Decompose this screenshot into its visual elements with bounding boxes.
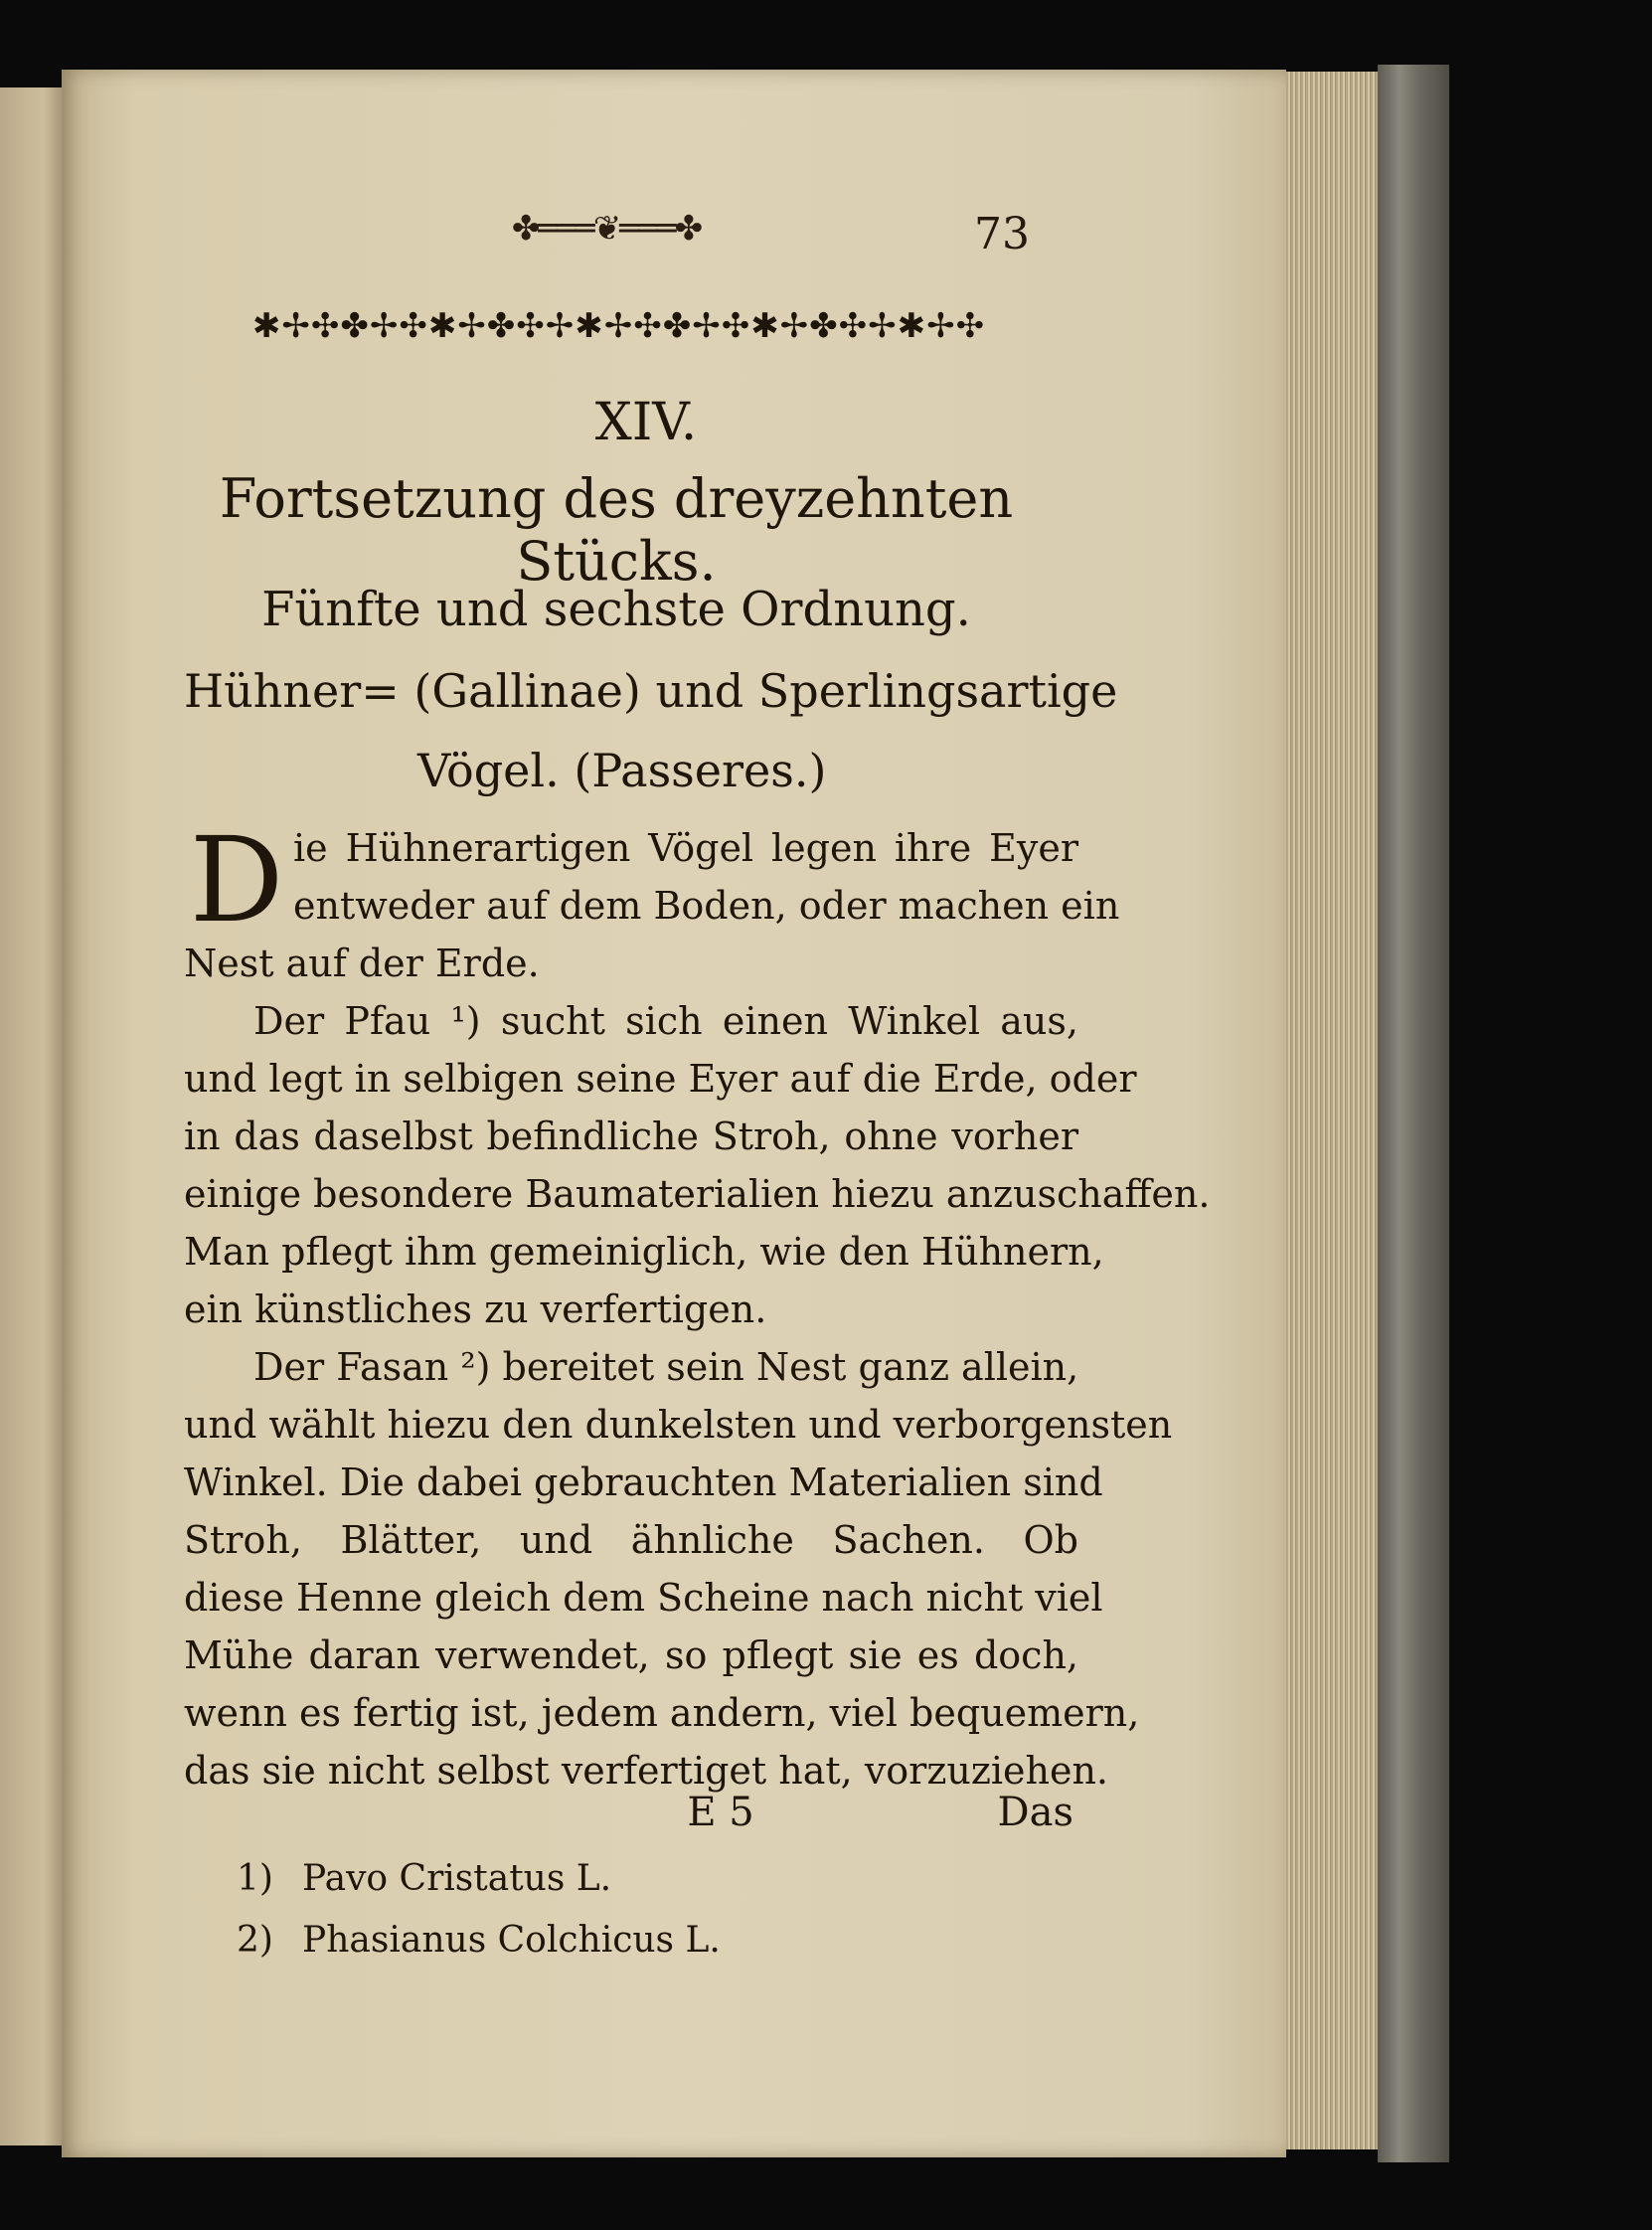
body-line: Stroh, Blätter, und ähnliche Sachen. Ob	[184, 1518, 1078, 1562]
catchword: Das	[997, 1790, 1074, 1835]
body-line: und legt in selbigen seine Eyer auf die Erde, oder	[184, 1057, 1137, 1101]
body-line: ie Hühnerartigen Vögel legen ihre Eyer	[293, 826, 1078, 870]
body-line: Man pflegt ihm gemeiniglich, wie den Hühnern,	[184, 1230, 1104, 1274]
page-block-edges	[1286, 72, 1378, 2149]
body-line: das sie nicht selbst verfertiget hat, vorzuziehen.	[184, 1749, 1108, 1793]
body-line: in das daselbst befindliche Stroh, ohne vorher	[184, 1115, 1078, 1158]
body-line: diese Henne gleich dem Scheine nach nicht viel	[184, 1576, 1103, 1620]
footnote	[237, 1913, 833, 1969]
footnote-text: Pavo Cristatus L.	[302, 1858, 612, 1899]
body-line: Winkel. Die dabei gebrauchten Materialien sind	[184, 1460, 1103, 1504]
chapter-subtitle: Fünfte und sechste Ordnung.	[261, 582, 971, 637]
chapter-subtitle-2-line-2: Vögel. (Passeres.)	[417, 744, 827, 797]
chapter-title: Fortsetzung des dreyzehnten Stücks.	[219, 467, 1014, 593]
footnote-mark: 2)	[237, 1920, 273, 1961]
chapter-subtitle-2-line-1: Hühner= (Gallinae) und Sperlingsartige	[184, 664, 1118, 718]
body-line: einige besondere Baumaterialien hiezu anzuschaffen.	[184, 1172, 1211, 1216]
footnote-mark: 1)	[237, 1858, 273, 1899]
body-line: wenn es fertig ist, jedem andern, viel bequemern,	[184, 1691, 1140, 1735]
chapter-number: XIV.	[594, 393, 698, 452]
footnote	[237, 1851, 833, 1907]
page-number: 73	[974, 209, 1030, 259]
body-line: Der Pfau ¹) sucht sich einen Winkel aus,	[253, 999, 1078, 1043]
header-ornament: ✤═══❦═══✤	[511, 209, 702, 249]
body-line: Nest auf der Erde.	[184, 942, 540, 985]
footnote-text: Phasianus Colchicus L.	[302, 1920, 721, 1961]
signature-mark: E 5	[687, 1790, 754, 1835]
body-line: ein künstliches zu verfertigen.	[184, 1287, 767, 1331]
left-page-edge	[0, 87, 62, 2145]
drop-cap: D	[189, 811, 284, 948]
body-line: Mühe daran verwendet, so pflegt sie es doch,	[184, 1633, 1078, 1677]
body-line: und wählt hiezu den dunkelsten und verborgensten	[184, 1403, 1173, 1447]
marbled-cover	[1378, 65, 1449, 2162]
body-line: Der Fasan ²) bereitet sein Nest ganz allein,	[253, 1345, 1079, 1389]
star-rule: ✱✢✣✤✢✣✱✢✤✣✢✱✢✣✤✢✣✱✢✤✣✢✱✢✣	[251, 306, 986, 346]
body-line: entweder auf dem Boden, oder machen ein	[293, 884, 1120, 928]
